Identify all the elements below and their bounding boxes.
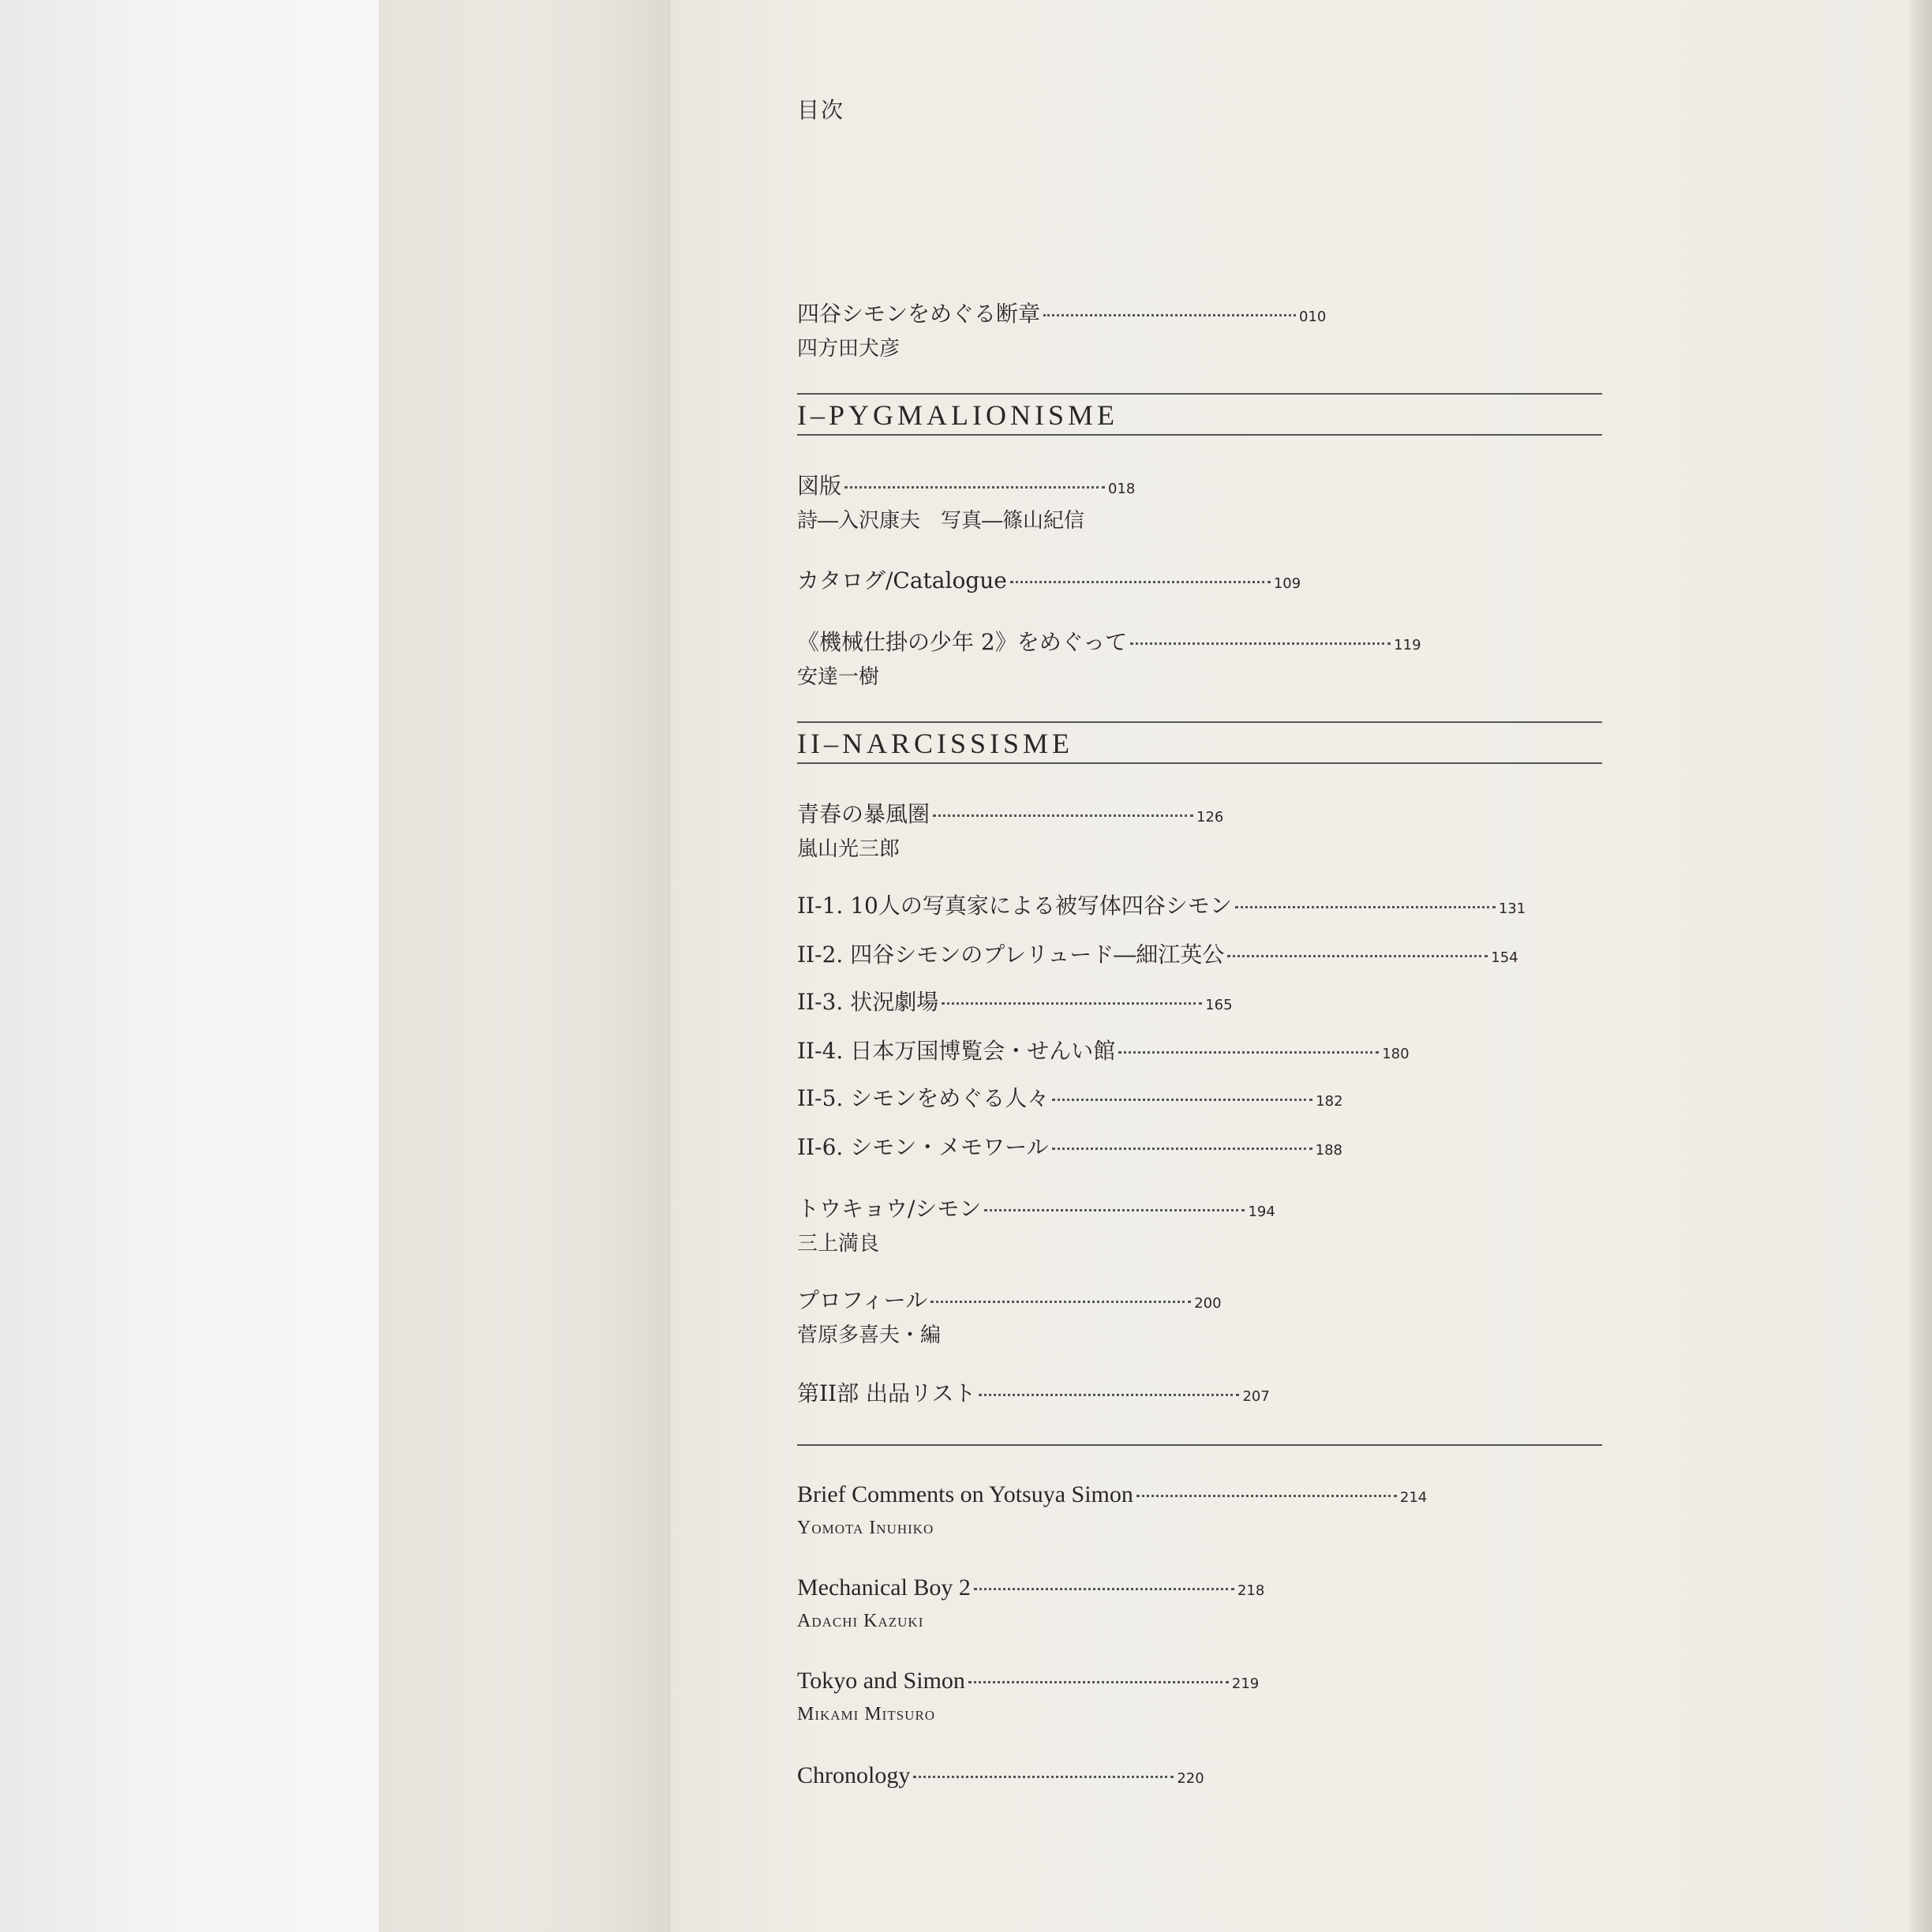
- toc-entry[interactable]: [797, 1133, 1342, 1165]
- entry-title: プロフィール: [797, 1287, 928, 1313]
- toc-entry-en[interactable]: [797, 1481, 1427, 1542]
- toc-entry[interactable]: [797, 1380, 1270, 1411]
- toc-entry[interactable]: [797, 941, 1518, 972]
- toc-entry[interactable]: [797, 567, 1301, 598]
- entry-author: 詩―入沢康夫 写真―篠山紀信: [797, 509, 1085, 533]
- entry-author: Yomota Inuhiko: [797, 1518, 934, 1538]
- entry-page: 207: [1242, 1388, 1270, 1405]
- entry-page: 194: [1248, 1204, 1275, 1220]
- entry-title: Brief Comments on Yotsuya Simon: [797, 1481, 1133, 1507]
- dot-leader: [933, 814, 1193, 817]
- toc-entry[interactable]: [797, 628, 1421, 691]
- dot-leader: [1010, 581, 1271, 583]
- entry-page: 219: [1231, 1676, 1260, 1692]
- divider-rule: [797, 1444, 1602, 1446]
- entry-author: Adachi Kazuki: [797, 1611, 924, 1631]
- dot-leader: [1043, 314, 1296, 316]
- toc-entry[interactable]: [797, 988, 1233, 1020]
- entry-page: 182: [1316, 1093, 1343, 1110]
- dot-leader: [1235, 906, 1496, 908]
- toc-entry[interactable]: [797, 472, 1135, 535]
- dot-leader: [974, 1588, 1234, 1590]
- entry-author: Mikami Mitsuro: [797, 1704, 936, 1724]
- entry-page: 018: [1108, 481, 1136, 497]
- dot-leader: [1052, 1099, 1312, 1101]
- entry-page: 180: [1382, 1046, 1410, 1062]
- section-rule-bottom: [797, 762, 1602, 764]
- entry-title: 四谷シモンをめぐる断章: [797, 301, 1041, 327]
- entry-author: 嵐山光三郎: [797, 837, 900, 861]
- entry-title: II-3. 状況劇場: [797, 989, 939, 1015]
- entry-author: 三上満良: [797, 1232, 880, 1256]
- dot-leader: [942, 1002, 1202, 1005]
- dot-leader: [979, 1394, 1239, 1396]
- entry-page: 154: [1491, 949, 1518, 966]
- toc-entry[interactable]: [797, 1195, 1275, 1258]
- entry-page: 119: [1394, 637, 1421, 653]
- dot-leader: [930, 1301, 1191, 1303]
- entry-title: Mechanical Boy 2: [797, 1574, 971, 1601]
- entry-page: 010: [1299, 309, 1327, 325]
- entry-page: 165: [1205, 997, 1233, 1013]
- toc-entry[interactable]: [797, 800, 1223, 863]
- entry-author: 安達一樹: [797, 665, 880, 689]
- entry-author: 菅原多喜夫・編: [797, 1324, 942, 1347]
- entry-title: II-4. 日本万国博覧会・せんい館: [797, 1038, 1116, 1064]
- dot-leader: [1136, 1495, 1397, 1497]
- toc-entry-en[interactable]: [797, 1574, 1264, 1635]
- section-label: II–NARCISSISME: [797, 728, 1074, 759]
- entry-title: 図版: [797, 473, 842, 499]
- page-edge: [1910, 0, 1932, 1932]
- entry-page: 214: [1399, 1489, 1428, 1506]
- dot-leader: [1130, 642, 1391, 645]
- entry-page: 126: [1196, 809, 1224, 826]
- dot-leader: [1052, 1148, 1312, 1150]
- entry-page: 109: [1273, 575, 1301, 592]
- entry-title: 青春の暴風圏: [797, 801, 930, 827]
- dot-leader: [1118, 1051, 1379, 1054]
- section-header-1: [797, 393, 1602, 436]
- toc-entry[interactable]: [797, 1084, 1343, 1116]
- entry-title: Tokyo and Simon: [797, 1668, 965, 1694]
- entry-title: II-2. 四谷シモンのプレリュード―細江英公: [797, 942, 1225, 968]
- section-rule-bottom: [797, 434, 1602, 436]
- entry-title: II-5. シモンをめぐる人々: [797, 1085, 1050, 1111]
- entry-title: カタログ/Catalogue: [797, 567, 1007, 593]
- dot-leader: [913, 1776, 1174, 1778]
- toc-entry-intro[interactable]: [797, 300, 1326, 363]
- entry-title: II-1. 10人の写真家による被写体四谷シモン: [797, 893, 1232, 919]
- section-header-2: [797, 721, 1602, 764]
- dot-leader: [984, 1209, 1245, 1211]
- toc-entry[interactable]: [797, 1037, 1410, 1069]
- toc-heading: 目次: [797, 97, 845, 123]
- entry-title: Chronology: [797, 1762, 911, 1788]
- dot-leader: [968, 1681, 1229, 1683]
- entry-title: II-6. シモン・メモワール: [797, 1134, 1049, 1160]
- toc-entry[interactable]: [797, 892, 1526, 923]
- entry-title: 第II部 出品リスト: [797, 1380, 976, 1406]
- entry-title: 《機械仕掛の少年 2》をめぐって: [797, 629, 1128, 655]
- toc-entry[interactable]: [797, 1286, 1222, 1350]
- dot-leader: [844, 486, 1105, 489]
- toc-entry-en[interactable]: [797, 1762, 1204, 1793]
- entry-page: 218: [1237, 1582, 1265, 1599]
- dot-leader: [1227, 955, 1488, 957]
- section-label: I–PYGMALIONISME: [797, 399, 1118, 431]
- entry-page: 220: [1177, 1770, 1204, 1787]
- entry-page: 200: [1194, 1295, 1222, 1312]
- book-gutter: [379, 0, 671, 1932]
- entry-title: トウキョウ/シモン: [797, 1196, 982, 1222]
- entry-page: 131: [1498, 900, 1526, 917]
- left-page: [0, 0, 379, 1932]
- entry-author: 四方田犬彦: [797, 337, 900, 361]
- entry-page: 188: [1315, 1142, 1342, 1159]
- toc-entry-en[interactable]: [797, 1667, 1259, 1728]
